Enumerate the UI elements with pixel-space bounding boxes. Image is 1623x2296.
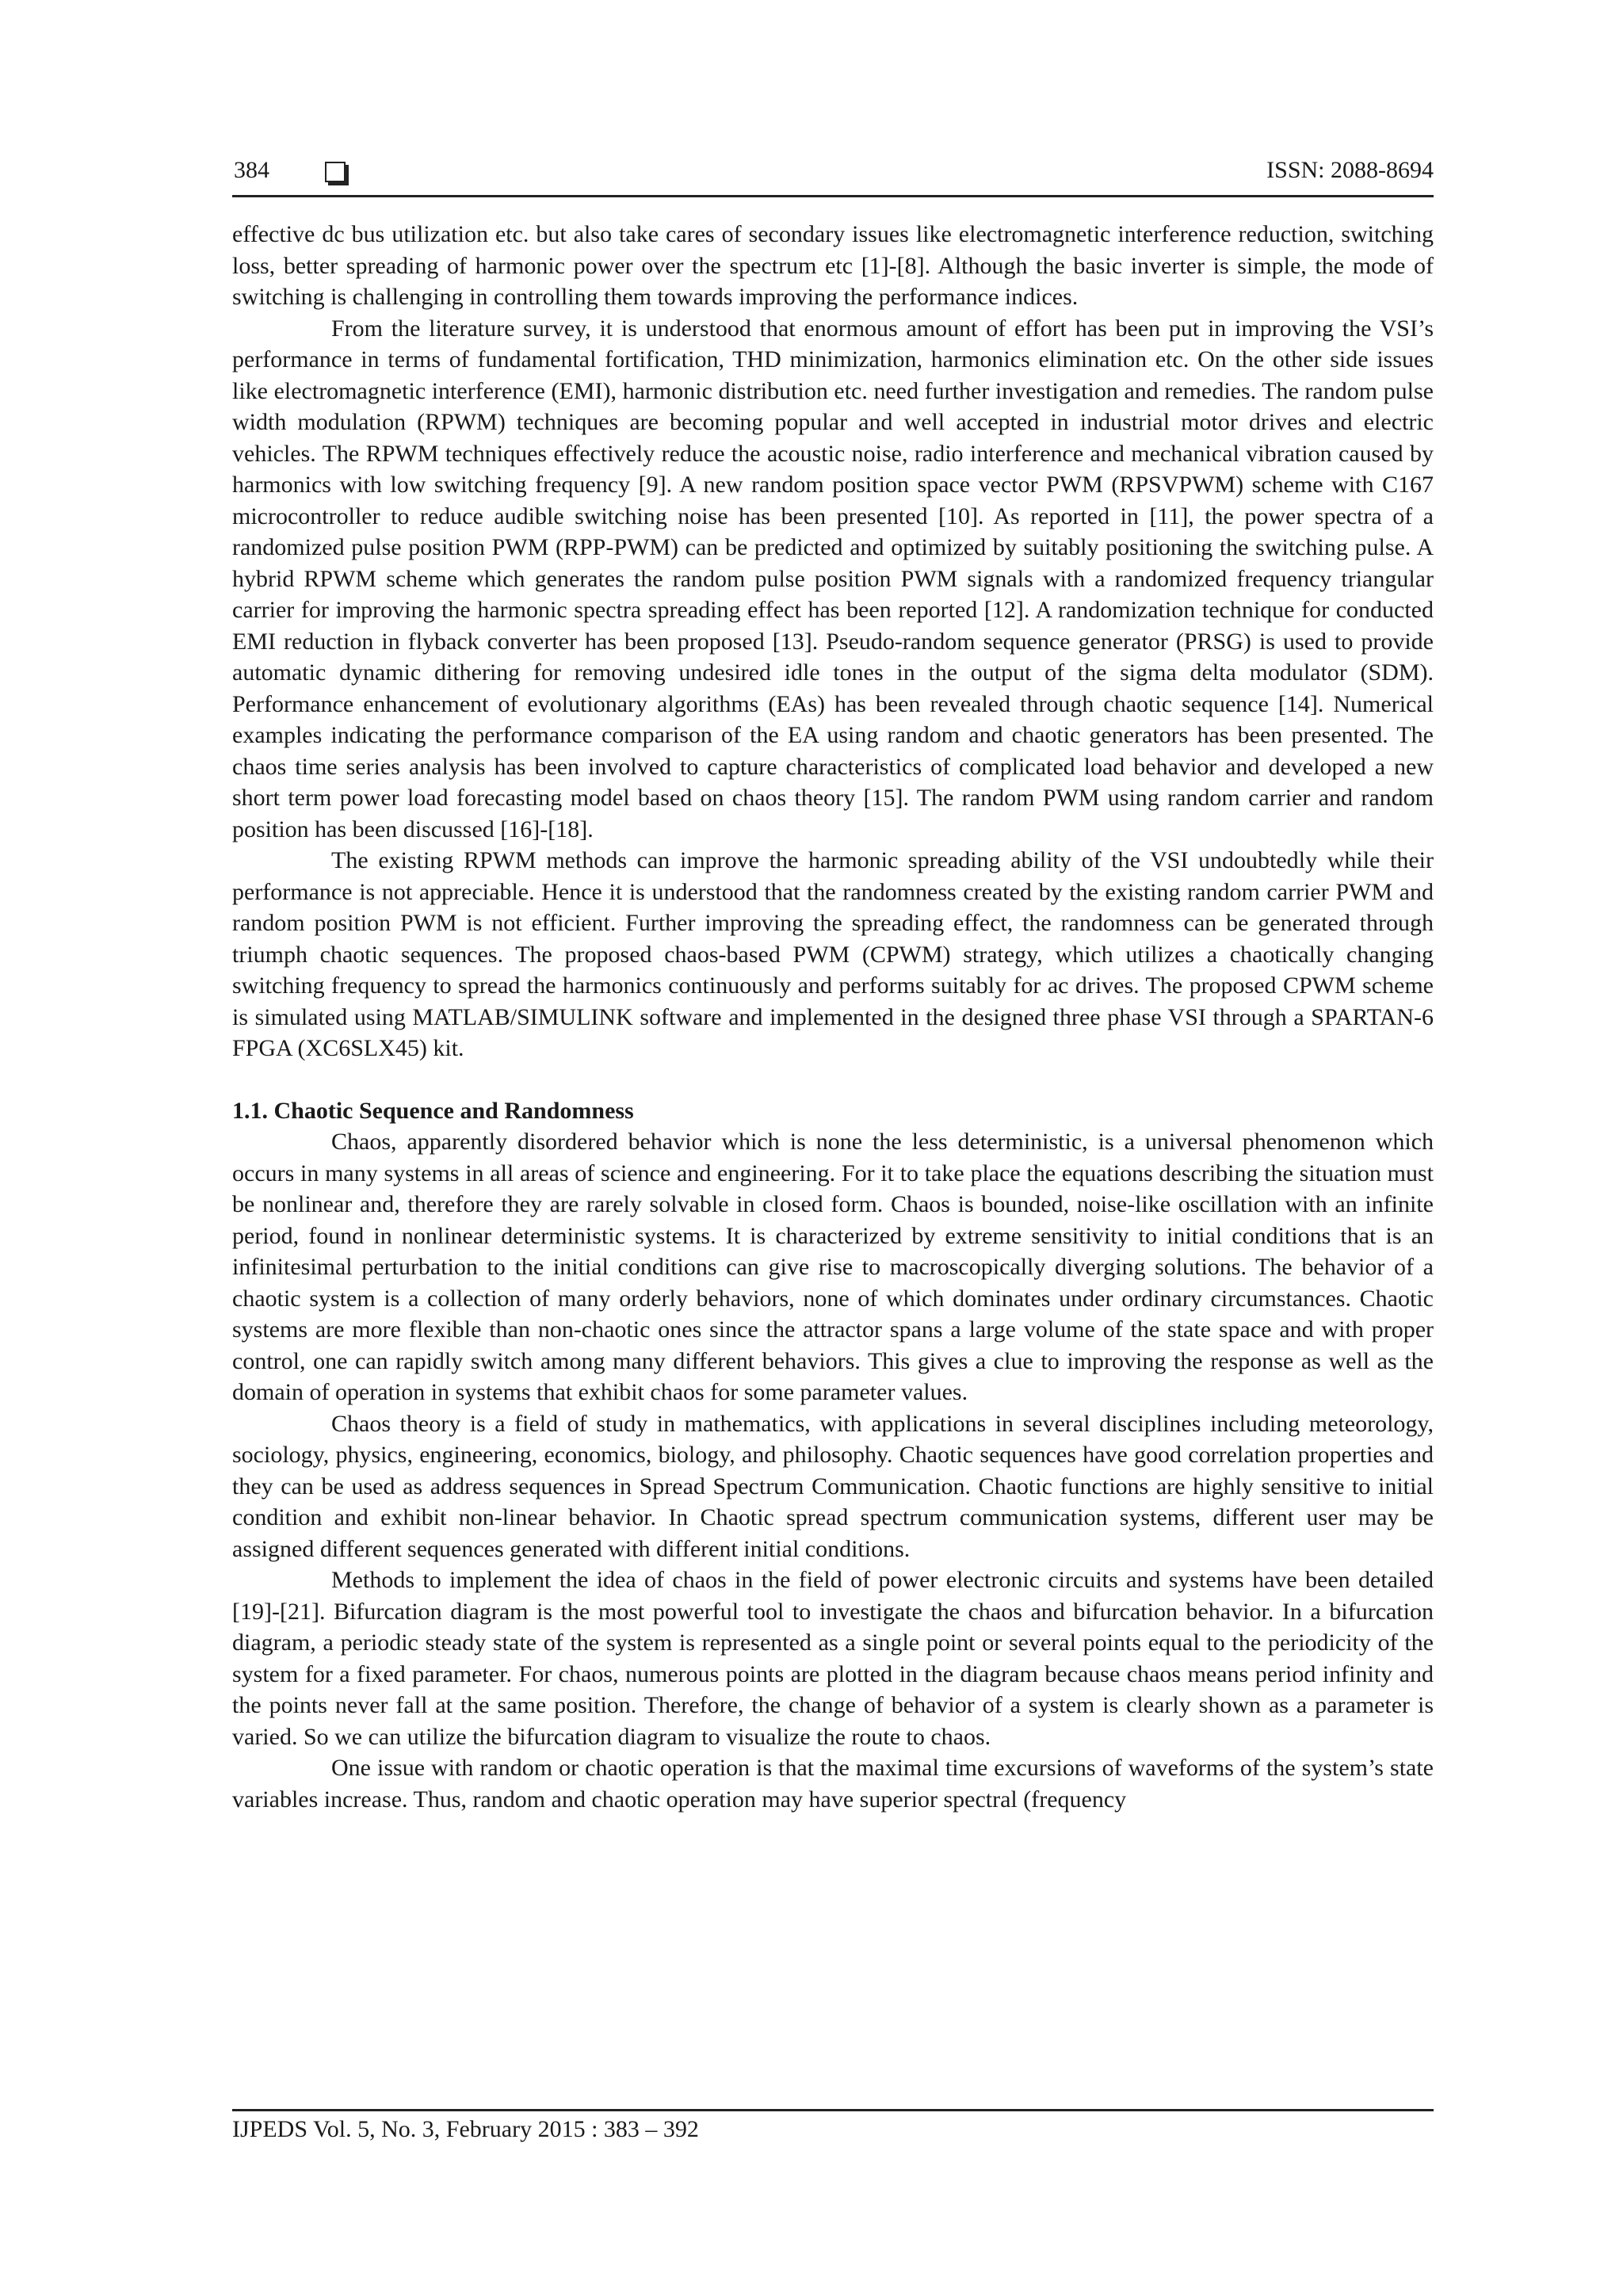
issn-label: ISSN: 2088-8694	[1266, 157, 1434, 183]
page-header	[232, 155, 1434, 197]
paragraph-literature-survey: From the literature survey, it is understood that enormous amount of effort has been put in improving the VSI’s performance in terms of fundamental fortification, THD minimization, harmonics elimination etc. On the other side issues like electromagnetic interference (EMI), harmonic distribution etc. need further investigation and remedies. The random pulse width modulation (RPWM) techniques are becoming popular and well accepted in industrial motor drives and electric vehicles. The RPWM techniques effectively reduce the acoustic noise, radio interference and mechanical vibration caused by harmonics with low switching frequency [9]. A new random position space vector PWM (RPSVPWM) scheme with C167 microcontroller to reduce audible switching noise has been presented [10]. As reported in [11], the power spectra of a randomized pulse position PWM (RPP-PWM) can be predicted and optimized by suitably positioning the switching pulse. A hybrid RPWM scheme which generates the random pulse position PWM signals with a randomized frequency triangular carrier for improving the harmonic spectra spreading effect has been reported [12]. A randomization technique for conducted EMI reduction in flyback converter has been proposed [13]. Pseudo-random sequence generator (PRSG) is used to provide automatic dynamic dithering for removing undesired idle tones in the output of the sigma delta modulator (SDM). Performance enhancement of evolutionary algorithms (EAs) has been revealed through chaotic sequence [14]. Numerical examples indicating the performance comparison of the EA using random and chaotic generators has been presented. The chaos time series analysis has been involved to capture characteristics of complicated load behavior and developed a new short term power load forecasting model based on chaos theory [15]. The random PWM using random carrier and random position has been discussed [16]-[18].	[232, 315, 1434, 842]
paragraph-proposed-cpwm: The existing RPWM methods can improve the harmonic spreading ability of the VSI undoubtedly while their performance is not appreciable. Hence it is understood that the randomness created by the existing random carrier PWM and random position PWM is not efficient. Further improving the spreading effect, the randomness can be generated through triumph chaotic sequences. The proposed chaos-based PWM (CPWM) strategy, which utilizes a chaotically changing switching frequency to spread the harmonics continuously and performs suitably for ac drives. The proposed CPWM scheme is simulated using MATLAB/SIMULINK software and implemented in the designed three phase VSI through a SPARTAN-6 FPGA (XC6SLX45) kit.	[232, 847, 1434, 1061]
section-heading: 1.1. Chaotic Sequence and Randomness	[232, 1097, 634, 1124]
paragraph-continued: effective dc bus utilization etc. but also take cares of secondary issues like electromagnetic interference reduction, switching loss, better spreading of harmonic power over the spectrum etc [1]-[8]. Although the basic inverter is simple, the mode of switching is challenging in controlling them towards improving the performance indices.	[232, 221, 1434, 310]
page-footer	[232, 2109, 1434, 2143]
page-number: 384	[234, 157, 269, 183]
paragraph-bifurcation: Methods to implement the idea of chaos in the field of power electronic circuits and systems have been detailed [19]-[21]. Bifurcation diagram is the most powerful tool to investigate the chaos and bifurcation behavior. In a bifurcation diagram, a periodic steady state of the system is represented as a single point or several points equal to the periodicity of the system for a fixed parameter. For chaos, numerous points are plotted in the diagram because chaos means period infinity and the points never fall at the same position. Therefore, the change of behavior of a system is clearly shown as a parameter is varied. So we can utilize the bifurcation diagram to visualize the route to chaos.	[232, 1567, 1434, 1750]
box-bullet-icon	[325, 162, 346, 182]
paragraph-chaos-theory: Chaos theory is a field of study in mathematics, with applications in several disciplines including meteorology, sociology, physics, engineering, economics, biology, and philosophy. Chaotic sequences have good correlation properties and they can be used as address sequences in Spread Spectrum Communication. Chaotic functions are highly sensitive to initial condition and exhibit non-linear behavior. In Chaotic spread spectrum communication systems, different user may be assigned different sequences generated with different initial conditions.	[232, 1410, 1434, 1562]
journal-citation: IJPEDS Vol. 5, No. 3, February 2015 : 383 – 392	[232, 2116, 699, 2142]
article-body	[232, 219, 1434, 1815]
paragraph-chaos-definition: Chaos, apparently disordered behavior which is none the less deterministic, is a universal phenomenon which occurs in many systems in all areas of science and engineering. For it to take place the equations describing the situation must be nonlinear and, therefore they are rarely solvable in closed form. Chaos is bounded, noise-like oscillation with an infinite period, found in nonlinear deterministic systems. It is characterized by extreme sensitivity to initial conditions that is an infinitesimal perturbation to the initial conditions can give rise to macroscopically diverging solutions. The behavior of a chaotic system is a collection of many orderly behaviors, none of which dominates under ordinary circumstances. Chaotic systems are more flexible than non-chaotic ones since the attractor spans a large volume of the state space and with proper control, one can rapidly switch among many different behaviors. This gives a clue to improving the response as well as the domain of operation in systems that exhibit chaos for some parameter values.	[232, 1129, 1434, 1405]
paragraph-chaotic-operation: One issue with random or chaotic operation is that the maximal time excursions of waveforms of the system’s state variables increase. Thus, random and chaotic operation may have superior spectral (frequency	[232, 1755, 1434, 1813]
